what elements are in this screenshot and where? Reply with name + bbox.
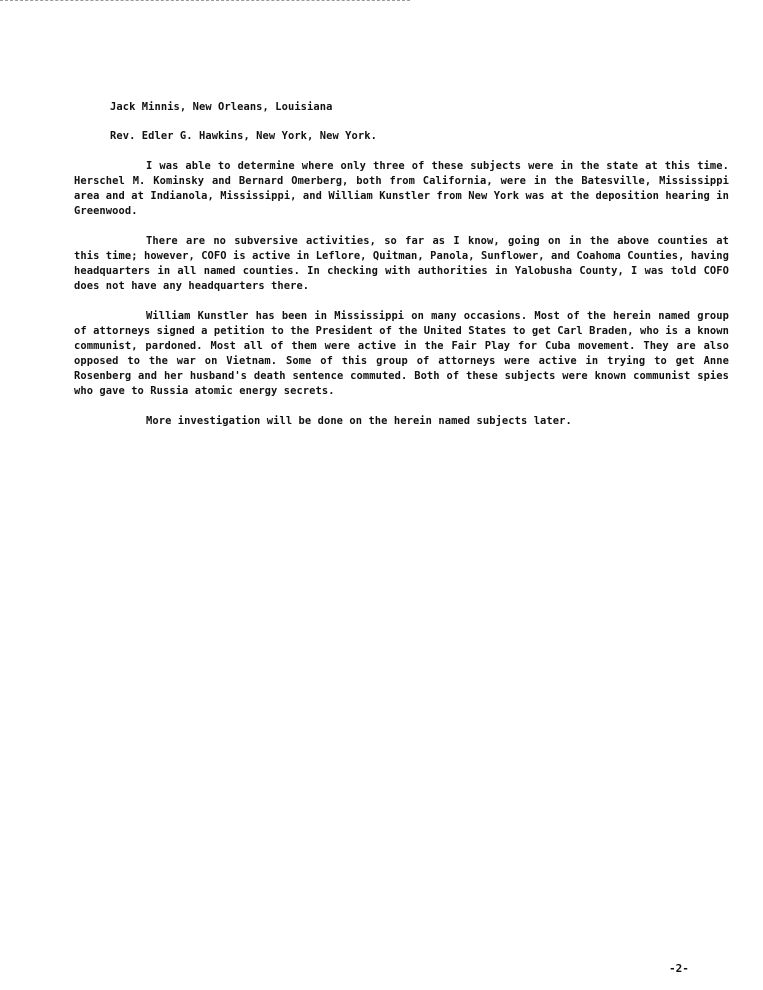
paragraph-subject-locations: I was able to determine where only three of these subjects were in the state at this time. Herschel M. Kominsky and Bernard Omerberg, both from California, were in the Batesville, Mississippi area and at Indianola, Mississippi, and William Kunstler from New York was at the deposition hearing in Greenwood. <box>74 160 729 217</box>
top-dashed-rule <box>0 0 410 1</box>
paragraph-further-investigation: More investigation will be done on the herein named subjects later. <box>146 415 572 427</box>
page-number: -2- <box>669 962 689 975</box>
name-line-hawkins: Rev. Edler G. Hawkins, New York, New York. <box>110 130 377 142</box>
name-line-minnis: Jack Minnis, New Orleans, Louisiana <box>110 101 333 113</box>
paragraph-kunstler-activities: William Kunstler has been in Mississippi on many occasions. Most of the herein named group of attorneys signed a petition to the President of the United States to get Carl Braden, who is a known communist, pardoned. Most all of them were active in the Fair Play for Cuba movement. They are also opposed to the war on Vietnam. Some of this group of attorneys were active in trying to get Anne Rosenberg and her husband's death sentence commuted. Both of these subjects were known communist spies who gave to Russia atomic energy secrets. <box>74 310 729 397</box>
document-body <box>74 100 729 429</box>
paragraph-subversive-activities: There are no subversive activities, so far as I know, going on in the above counties at this time; however, COFO is active in Leflore, Quitman, Panola, Sunflower, and Coahoma Counties, having headquarters in all named counties. In checking with authorities in Yalobusha County, I was told COFO does not have any headquarters there. <box>74 235 729 292</box>
